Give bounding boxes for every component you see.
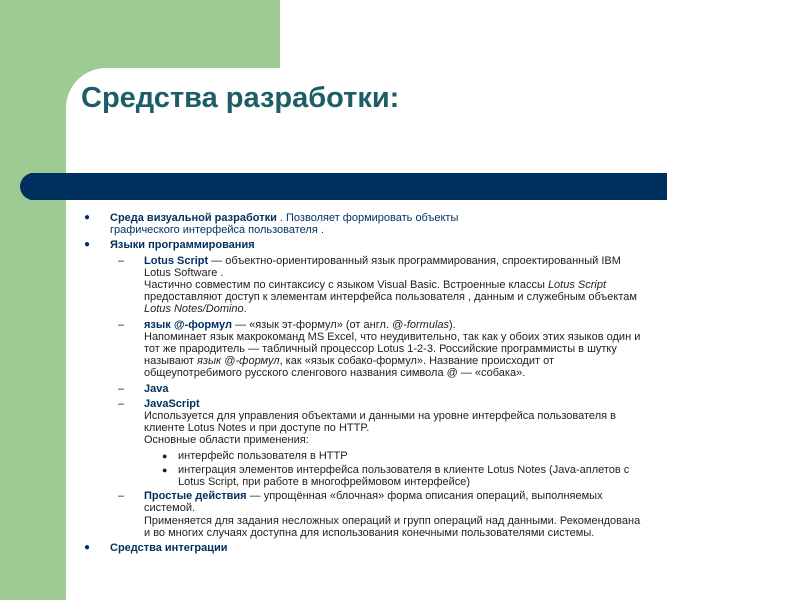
dash-bullet-icon: – bbox=[118, 254, 125, 267]
dash-bullet-icon: – bbox=[118, 397, 125, 410]
list-item-languages bbox=[84, 239, 744, 251]
term: Среда визуальной разработки bbox=[110, 212, 277, 224]
term: Языки программирования bbox=[110, 239, 255, 252]
list-item-formula: – язык @-формул — «язык эт-формул» (от англ. @-formulas). Напоминает язык макрокоманд MS Excel, что неудивительно, так как у обоих этих языков один и тот же прародитель — табличный процессор Lotus 1-2-3. Российские программисты в шутку называют язык @-формул, как «язык собако-формул». Название происходит от общеупотребимого русского сленгового названия символа @ — «собака». bbox=[118, 318, 641, 380]
term: Средства интеграции bbox=[110, 542, 228, 555]
bullet-icon: ● bbox=[162, 450, 168, 461]
dash-bullet-icon: – bbox=[118, 318, 125, 331]
header-divider-bar bbox=[20, 173, 667, 200]
slide-title: Средства разработки: bbox=[81, 82, 400, 114]
bullet-icon: ● bbox=[84, 542, 91, 554]
dash-bullet-icon: – bbox=[118, 382, 125, 395]
list-item-visual-env: ● Среда визуальной разработки . Позволяет формировать объекты графического интерфейса пользователя . bbox=[84, 212, 459, 237]
list-subitem-http: ● интерфейс пользователя в HTTP bbox=[162, 449, 348, 462]
list-item-simple-actions: – Простые действия — упрощённая «блочная» форма описания операций, выполняемых системой. Применяется для задания несложных операций и групп операций над данными. Рекомендована и во многих случаях доступна для использования конечными пользователями системы. bbox=[118, 490, 641, 539]
divider-bar-body bbox=[30, 173, 667, 200]
list-item-integration bbox=[84, 542, 744, 554]
slide-body bbox=[84, 212, 744, 557]
bullet-icon: ● bbox=[162, 464, 168, 475]
list-item-lotus-script: – Lotus Script — объектно-ориентированный язык программирования, спроектированный IBM Lotus Software . Частично совместим по синтаксису с языком Visual Basic. Встроенные классы Lotus Script предоставляют доступ к элементам интерфейса пользователя , данным и служебным объектам Lotus Notes/Domino. bbox=[118, 254, 637, 316]
list-item-javascript: – JavaScript Используется для управления объектами и данными на уровне интерфейса пользователя в клиенте Lotus Notes и при доступе по HTTP. Основные области применения: bbox=[118, 397, 616, 447]
list-subitem-integration: ● интеграция элементов интерфейса пользователя в клиенте Lotus Notes (Java-аплетов с Lotus Script, при работе в многофреймовом интерфейсе) bbox=[162, 463, 630, 489]
bullet-icon: ● bbox=[84, 212, 91, 223]
list-item-java: – Java bbox=[118, 382, 169, 395]
dash-bullet-icon: – bbox=[118, 490, 125, 503]
bullet-icon: ● bbox=[84, 239, 91, 251]
